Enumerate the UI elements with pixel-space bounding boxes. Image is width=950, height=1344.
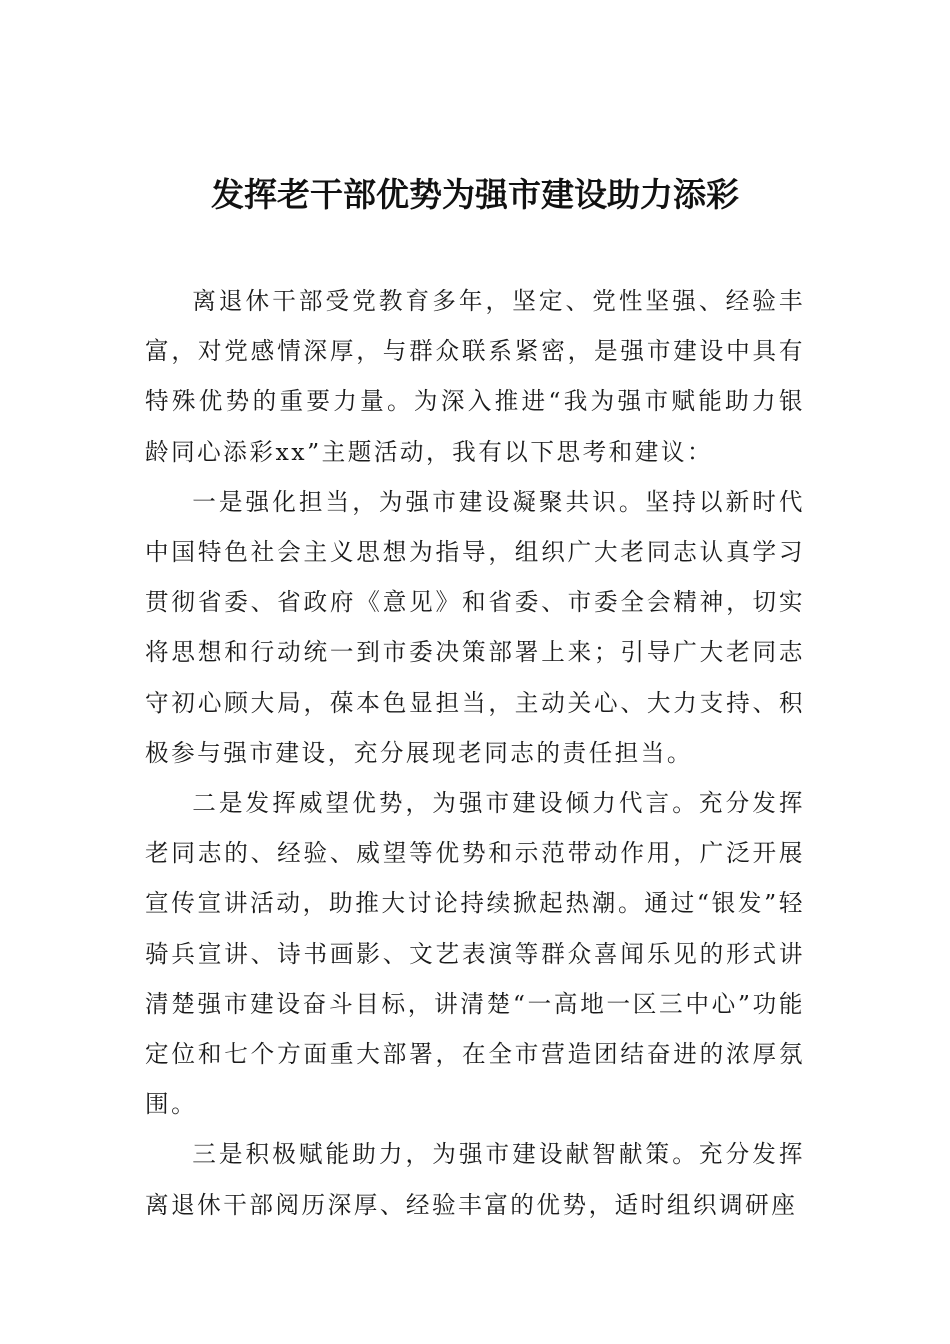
paragraph-point-three: 三是积极赋能助力，为强市建设献智献策。充分发挥离退休干部阅历深厚、经验丰富的优势，适时组织调研座: [145, 1140, 805, 1219]
paragraph-point-one: 一是强化担当，为强市建设凝聚共识。坚持以新时代中国特色社会主义思想为指导，组织广大老同志认真学习贯彻省委、省政府《意见》和省委、市委全会精神，切实将思想和行动统一到市委决策部署上来；引导广大老同志守初心顾大局，葆本色显担当，主动关心、大力支持、积极参与强市建设，充分展现老同志的责任担当。: [145, 487, 805, 767]
document-body: [145, 276, 805, 1230]
document-title: 发挥老干部优势为强市建设助力添彩: [211, 175, 739, 214]
paragraph-point-two: 二是发挥威望优势，为强市建设倾力代言。充分发挥老同志的、经验、威望等优势和示范带动作用，广泛开展宣传宣讲活动，助推大讨论持续掀起热潮。通过“银发”轻骑兵宣讲、诗书画影、文艺表演等群众喜闻乐见的形式讲清楚强市建设奋斗目标，讲清楚“一高地一区三中心”功能定位和七个方面重大部署，在全市营造团结奋进的浓厚氛围。: [145, 789, 805, 1119]
paragraph-intro: 离退休干部受党教育多年，坚定、党性坚强、经验丰富，对党感情深厚，与群众联系紧密，是强市建设中具有特殊优势的重要力量。为深入推进“我为强市赋能助力银龄同心添彩xx”主题活动，我有以下思考和建议：: [145, 287, 805, 466]
